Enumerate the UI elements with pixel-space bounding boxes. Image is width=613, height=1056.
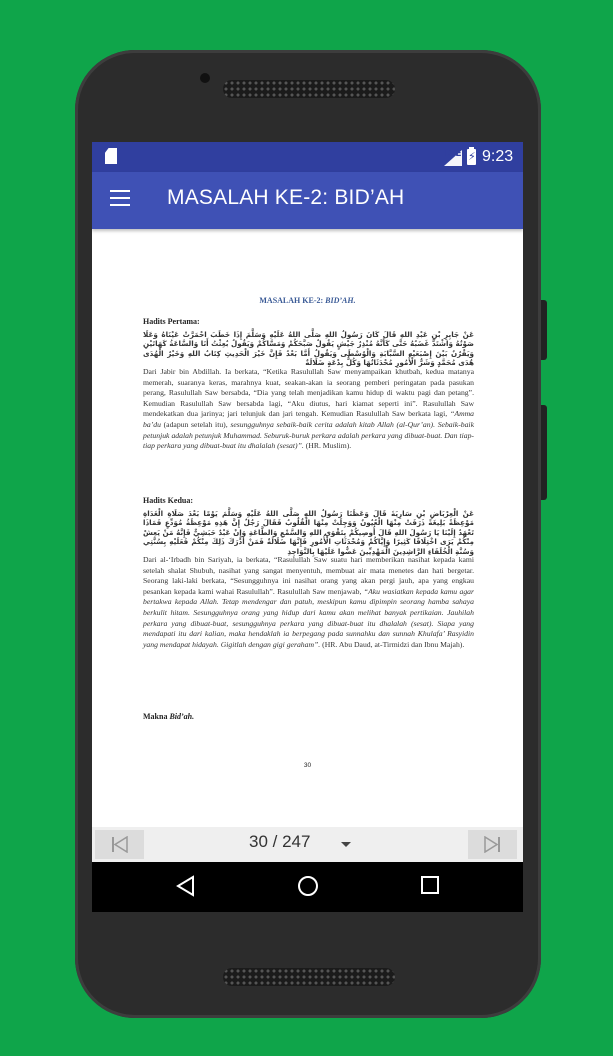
front-camera <box>200 73 210 83</box>
app-bar <box>92 172 523 229</box>
next-page-button[interactable] <box>468 830 517 859</box>
bottom-speaker-grille <box>223 968 395 986</box>
pdf-page[interactable] <box>92 229 523 827</box>
app-title: MASALAH KE-2: BID’AH <box>167 186 405 209</box>
skip-next-icon <box>484 836 501 853</box>
paragraph-1: Dari Jabir bin Abdillah. Ia berkata, “Ketika Rasulullah Saw menyampaikan khutbah, kedua matanya memerah, suaranya keras, marahnya kuat, seakan-akan ia seorang pemberi peringatan pada pasukan perang, Rasulullah Saw bersabda, “Dia yang telah menjadikan kamu hidup di waktu pagi dan petang”. Kemudian Rasulullah Saw bersabda lagi, “Aku diutus, hari kiamat seperti ini”. Rasulullah Saw mendekatkan dua jarinya; jari telunjuk dan jari tengah. Kemudian Rasulullah Saw berkata lagi, “Amma ba’du (adapun setelah itu), sesungguhnya sebaik-baik cerita adalah kitab Allah (al-Qur’an). Sebaik-baik petunjuk adalah petunjuk Muhammad. Seburuk-buruk perkara adalah perkara yang dibuat-buat. Dan tiap-tiap perkara yang dibuat-buat itu dhalalah (sesat)”. (HR. Muslim). <box>143 367 475 451</box>
page-number: 30 <box>303 762 312 769</box>
page-indicator: 30 / 247 <box>249 832 311 851</box>
power-button <box>541 405 547 500</box>
skip-previous-icon <box>111 836 128 853</box>
heading-hadits-pertama: Hadits Pertama: <box>143 317 200 326</box>
heading-hadits-kedua: Hadits Kedua: <box>143 496 194 505</box>
hamburger-menu-icon[interactable] <box>110 190 130 210</box>
arabic-text-2: عَنْ الْعِرْبَاضِ بْنِ سَارِيَةَ قَالَ وَعَظَنَا رَسُولُ اللهِ صَلَّى اللهُ عَلَيْهِ وَسَلَّمَ يَوْمًا بَعْدَ صَلَاةِ الْغَدَاةِ مَوْعِظَةً بَلِيغَةً ذَرَفَتْ مِنْهَا الْعُيُونُ وَوَجِلَتْ مِنْهَا الْقُلُوبُ فَقَالَ رَجُلٌ إِنَّ هَذِهِ مَوْعِظَةُ مُوَدِّعٍ فَمَاذَا تَعْهَدُ إِلَيْنَا يَا رَسُولَ اللهِ قَالَ أُوصِيكُمْ بِتَقْوَى اللهِ وَالسَّمْعِ وَالطَّاعَةِ وَإِنْ عَبْدٌ حَبَشِيٌّ فَإِنَّهُ مَنْ يَعِشْ مِنْكُمْ يَرَى اخْتِلَافًا كَثِيرًا وَإِيَّاكُمْ وَمُحْدَثَاتِ الْأُمُورِ فَإِنَّهَا ضَلَالَةٌ فَمَنْ أَدْرَكَ ذَلِكَ مِنْكُمْ فَعَلَيْهِ بِسُنَّتِي وَسُنَّةِ الْخُلَفَاءِ الرَّاشِدِينَ الْمَهْدِيِّينَ عَضُّوا عَلَيْهَا بِالنَّوَاجِذِ <box>143 509 474 556</box>
home-circle-icon[interactable] <box>297 875 319 897</box>
system-navigation-bar <box>92 862 523 912</box>
status-bar <box>92 142 523 172</box>
network-label: LTE <box>445 149 462 159</box>
page-navigator <box>92 827 523 862</box>
previous-page-button[interactable] <box>95 830 144 859</box>
screen <box>92 142 523 912</box>
document-title: MASALAH KE-2: BID’AH. <box>259 296 356 305</box>
arabic-text-1: عَنْ جَابِرِ بْنِ عَبْدِ اللهِ قَالَ كَانَ رَسُولُ اللهِ صَلَّى اللهُ عَلَيْهِ وَسَلَّمَ إِذَا خَطَبَ احْمَرَّتْ عَيْنَاهُ وَعَلَا صَوْتُهُ وَاشْتَدَّ غَضَبُهُ حَتَّى كَأَنَّهُ مُنْذِرُ جَيْشٍ يَقُولُ صَبَّحَكُمْ وَمَسَّاكُمْ وَيَقُولُ بُعِثْتُ أَنَا وَالسَّاعَةُ كَهَاتَيْنِ وَيَقْرُنُ بَيْنَ إِصْبَعَيْهِ السَّبَّابَةِ وَالْوُسْطَى وَيَقُولُ أَمَّا بَعْدُ فَإِنَّ خَيْرَ الْحَدِيثِ كِتَابُ اللهِ وَخَيْرُ الْهُدَى هُدَى مُحَمَّدٍ وَشَرُّ الْأُمُورِ مُحْدَثَاتُهَا وَكُلُّ بِدْعَةٍ ضَلَالَةٌ <box>143 330 474 368</box>
sd-card-icon <box>105 148 117 164</box>
back-triangle-icon[interactable] <box>175 875 197 897</box>
top-speaker-grille <box>223 80 395 98</box>
chevron-down-icon[interactable] <box>341 842 351 847</box>
paragraph-2: Dari al-‘Irbadh bin Sariyah, ia berkata, “Rasulullah Saw suatu hari memberikan nasihat kepada kami setelah shalat Shubuh, nasihat yang sangat menyentuh, membuat air mata menetes dan hati bergetar. Seorang laki-laki berkata, “Sesungguhnya ini nasihat orang yang akan pergi jauh, apa yang engkau pesankan kepada kami wahai Rasulullah”. Rasulullah Saw menjawab, “Aku wasiatkan kepada kamu agar bertakwa kepada Allah. Tetap mendengar dan patuh, meskipun kamu dipimpin seorang hamba sahaya berkulit hitam. Sesungguhnya orang yang hidup dari kamu akan melihat banyak pertikaian. Jauhilah perkara yang dibuat-buat, sesungguhnya perkara yang dibuat-buat itu dhalalah (sesat). Siapa yang mendapati itu dari kalian, maka hendaklah ia berpegang pada sunnahku dan sunnah Khulafa’ Rasyidin yang mendapat hidayah. Gigitlah dengan gigi geraham”. (HR. Abu Daud, at-Tirmidzi dan Ibnu Majah). <box>143 555 474 649</box>
battery-icon: ⚡ <box>468 150 476 163</box>
volume-button <box>541 300 547 360</box>
recents-square-icon[interactable] <box>420 875 440 895</box>
heading-makna-bidah: Makna Bid’ah. <box>143 712 195 721</box>
clock: 9:23 <box>482 148 514 165</box>
